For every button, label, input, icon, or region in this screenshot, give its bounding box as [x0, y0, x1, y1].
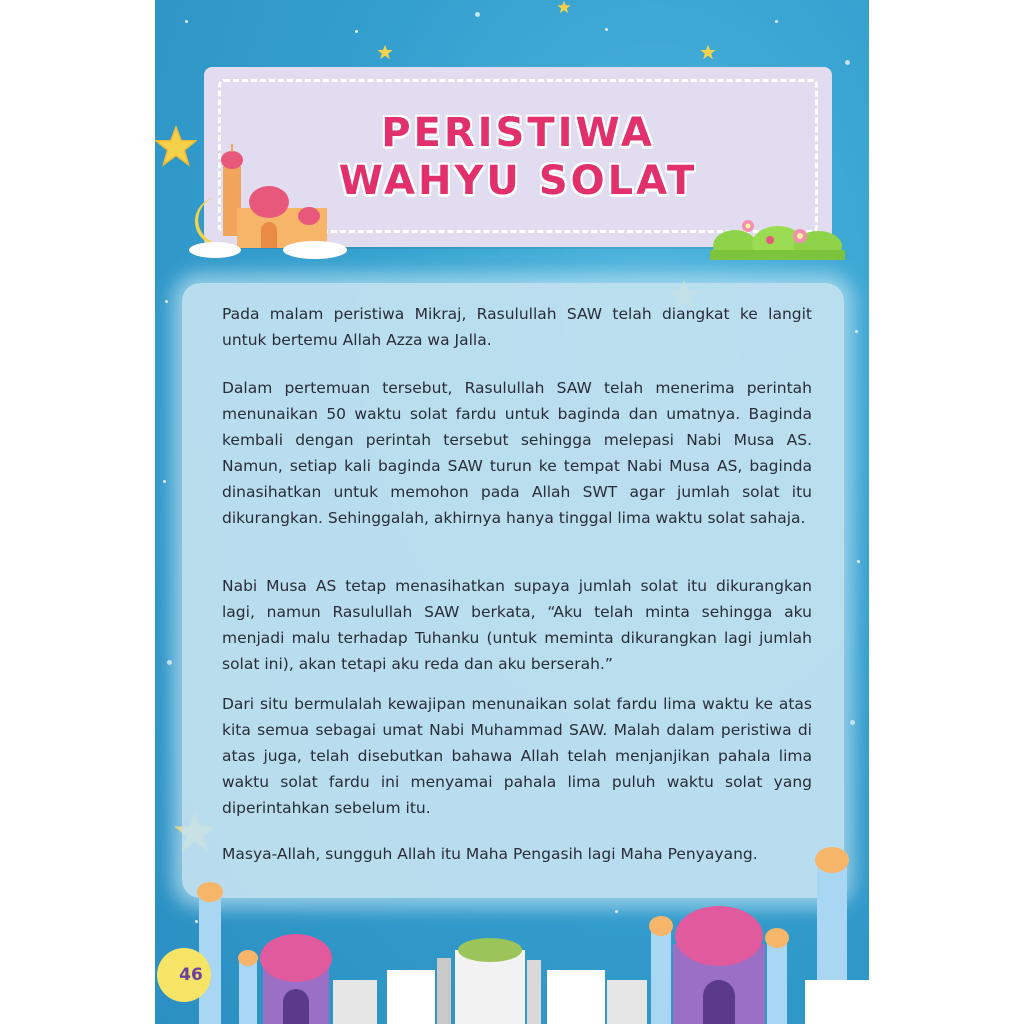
star-dot [185, 20, 188, 23]
star-dot [163, 480, 166, 483]
paragraph-4: Dari situ bermulalah kewajipan menunaikan solat fardu lima waktu ke atas kita semua sebagai umat Nabi Muhammad SAW. Malah dalam peristiwa di atas juga, telah disebutkan bahawa Allah telah menjanjikan pahala lima waktu solat fardu ini menyamai pahala lima puluh waktu solat yang diperintahkan sebelum itu. [222, 695, 812, 817]
bush-flowers-icon [710, 212, 845, 260]
star-dot [355, 30, 358, 33]
yellow-star-icon [557, 0, 571, 14]
text-panel [182, 283, 844, 898]
page-number-badge [157, 948, 211, 1002]
paragraph-1: Pada malam peristiwa Mikraj, Rasulullah SAW telah diangkat ke langit untuk bertemu Allah Azza wa Jalla. [222, 305, 812, 349]
page-number: 46 [179, 965, 203, 985]
star-dot [855, 330, 858, 333]
yellow-star-icon [377, 44, 393, 60]
paragraph-5: Masya-Allah, sungguh Allah itu Maha Pengasih lagi Maha Penyayang. [222, 845, 758, 863]
star-dot [167, 660, 172, 665]
star-dot [475, 12, 480, 17]
yellow-star-icon [700, 44, 716, 60]
mosque-illustration-icon [185, 138, 350, 260]
star-dot [857, 560, 860, 563]
paragraph-3: Nabi Musa AS tetap menasihatkan supaya jumlah solat itu dikurangkan lagi, namun Rasulullah SAW berkata, “Aku telah minta sehingga aku menjadi malu terhadap Tuhanku (untuk meminta dikurangkan lagi jumlah solat ini), akan tetapi aku reda dan aku berserah.” [222, 577, 812, 673]
star-dot [850, 720, 855, 725]
title-line-1: PERISTIWA [381, 110, 655, 156]
star-dot [605, 28, 608, 31]
title-line-2: WAHYU SOLAT [338, 158, 698, 204]
star-dot [165, 300, 168, 303]
star-dot [845, 60, 850, 65]
book-page [155, 0, 869, 1024]
mosque-skyline-icon [155, 820, 869, 1024]
paragraph-2: Dalam pertemuan tersebut, Rasulullah SAW telah menerima perintah menunaikan 50 waktu solat fardu untuk baginda dan umatnya. Baginda kembali dengan perintah tersebut sehingga melepasi Nabi Musa AS. Namun, setiap kali baginda SAW turun ke tempat Nabi Musa AS, baginda dinasihatkan untuk memohon pada Allah SWT agar jumlah solat itu dikurangkan. Sehinggalah, akhirnya hanya tinggal lima waktu solat sahaja. [222, 379, 812, 527]
star-dot [775, 20, 778, 23]
